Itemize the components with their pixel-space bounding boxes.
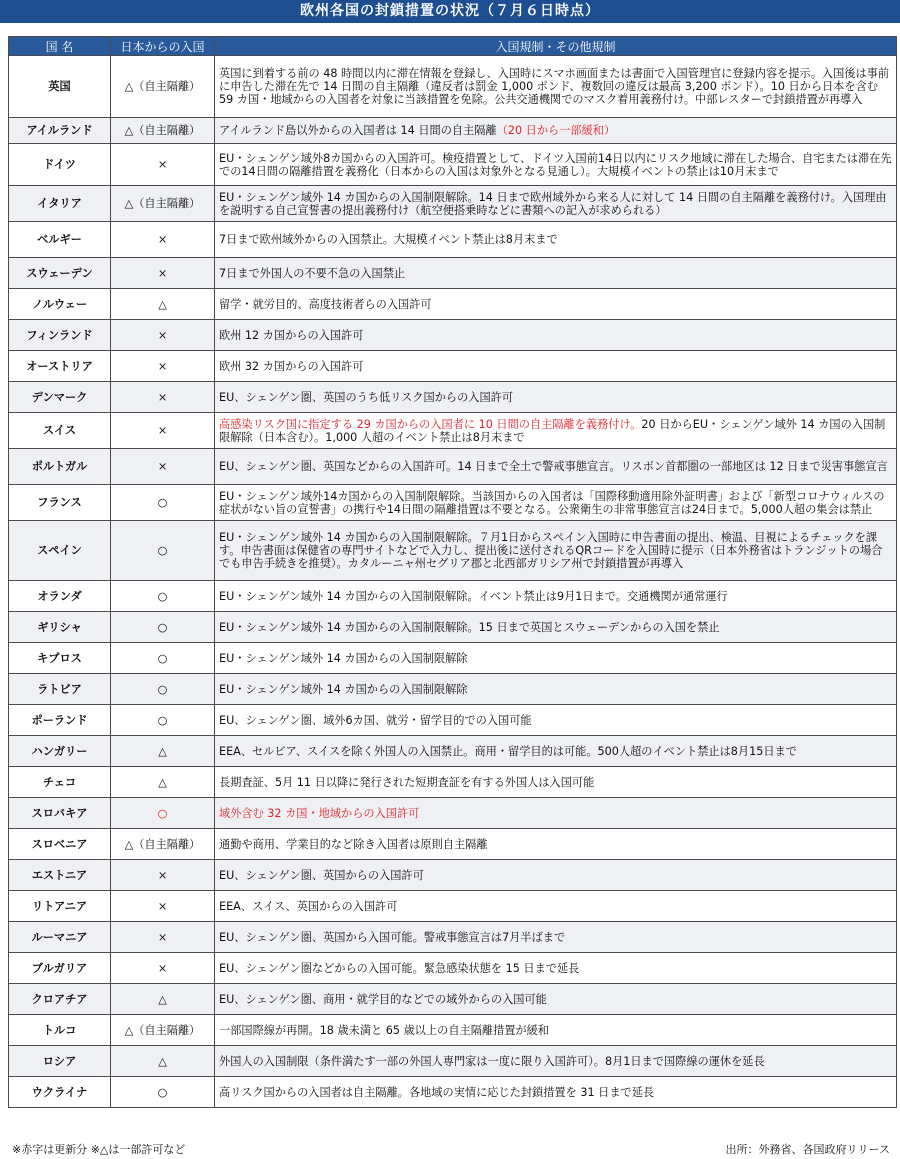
country-name: スペイン <box>9 521 111 581</box>
table-row <box>9 118 897 144</box>
table-row <box>9 643 897 674</box>
entry-status: ○ <box>111 674 215 705</box>
country-name: イタリア <box>9 186 111 222</box>
country-name: スロベニア <box>9 829 111 860</box>
text-segment: EU・シェンゲン域外8カ国からの入国許可。検疫措置として、ドイツ入国前14日以内にリスク地域に滞在した場合、自宅または滞在先での14日間の隔離措置を義務化（日本からの入国は対象外となる見通し）。大規模イベントの禁止は10月末まで <box>219 151 892 178</box>
text-segment: EU、シェンゲン圏、英国のうち低リスク国からの入国許可 <box>219 390 514 404</box>
country-name: ギリシャ <box>9 612 111 643</box>
table-header-row <box>9 37 897 56</box>
table-row <box>9 144 897 186</box>
restriction-details <box>215 798 897 829</box>
table-row <box>9 581 897 612</box>
header-country: 国 名 <box>9 37 111 56</box>
table-row <box>9 320 897 351</box>
entry-status: × <box>111 922 215 953</box>
text-segment: EU・シェンゲン域外 14 カ国からの入国制限解除 <box>219 682 468 696</box>
header-from-japan: 日本からの入国 <box>111 37 215 56</box>
restriction-details <box>215 674 897 705</box>
table-row <box>9 767 897 798</box>
page-title: 欧州各国の封鎖措置の状況（７月６日時点） <box>0 0 900 23</box>
text-segment: 通勤や商用、学業目的など除き入国者は原則自主隔離 <box>219 837 488 851</box>
restriction-details <box>215 521 897 581</box>
country-name: アイルランド <box>9 118 111 144</box>
restriction-details <box>215 984 897 1015</box>
table-row <box>9 674 897 705</box>
table-row <box>9 222 897 258</box>
table-row <box>9 521 897 581</box>
entry-status: ○ <box>111 798 215 829</box>
restriction-details <box>215 320 897 351</box>
country-name: ノルウェー <box>9 289 111 320</box>
text-segment: 外国人の入国制限（条件満たす一部の外国人専門家は一度に限り入国許可）。8月1日まで国際線の運休を延長 <box>219 1054 765 1068</box>
table-row <box>9 258 897 289</box>
text-segment: 7日まで外国人の不要不急の入国禁止 <box>219 266 406 280</box>
country-name: ポルトガル <box>9 449 111 485</box>
restriction-details <box>215 186 897 222</box>
country-name: フランス <box>9 485 111 521</box>
country-name: ウクライナ <box>9 1077 111 1108</box>
country-name: スロバキア <box>9 798 111 829</box>
country-name: ブルガリア <box>9 953 111 984</box>
entry-status: × <box>111 382 215 413</box>
text-segment: 20 日からEU・シェンゲン域外 14 カ国の入国制限解除（日本含む）。1,000 人超のイベント禁止は8月末まで <box>219 417 886 444</box>
country-name: ルーマニア <box>9 922 111 953</box>
restriction-details <box>215 860 897 891</box>
table-row <box>9 984 897 1015</box>
country-name: スイス <box>9 413 111 449</box>
entry-status: ○ <box>111 1077 215 1108</box>
country-name: ハンガリー <box>9 736 111 767</box>
table-row <box>9 289 897 320</box>
table-row <box>9 413 897 449</box>
text-segment: EU、シェンゲン圏、英国から入国可能。警戒事態宣言は7月半ばまで <box>219 930 566 944</box>
country-name: ラトビア <box>9 674 111 705</box>
updated-text-segment: 域外含む 32 カ国・地域からの入国許可 <box>219 806 420 820</box>
entry-status: × <box>111 320 215 351</box>
text-segment: EU・シェンゲン域外14カ国からの入国制限解除。当該国からの入国者は「国際移動適用除外証明書」および「新型コロナウィルスの症状がない旨の宣誓書」の携行や14日間の隔離措置は不要となる。公衆衛生の非常事態宣言は24日まで。5,000人超の集会は禁止 <box>219 489 885 516</box>
header-rules: 入国規制・その他規制 <box>215 37 897 56</box>
entry-status: △（自主隔離） <box>111 829 215 860</box>
entry-status: × <box>111 449 215 485</box>
entry-status: × <box>111 891 215 922</box>
restriction-details <box>215 581 897 612</box>
entry-status: × <box>111 144 215 186</box>
text-segment: EU・シェンゲン域外 14 カ国からの入国制限解除 <box>219 651 468 665</box>
restriction-details <box>215 222 897 258</box>
text-segment: 高リスク国からの入国者は自主隔離。各地域の実情に応じた封鎖措置を 31 日まで延長 <box>219 1085 655 1099</box>
text-segment: アイルランド島以外からの入国者は 14 日間の自主隔離 <box>219 124 497 137</box>
entry-status: ○ <box>111 521 215 581</box>
table-row <box>9 186 897 222</box>
restriction-details <box>215 705 897 736</box>
country-name: デンマーク <box>9 382 111 413</box>
text-segment: EU、シェンゲン圏、英国などからの入国許可。14 日まで全土で警戒事態宣言。リスボン首都圏の一部地区は 12 日まで災害事態宣言 <box>219 460 888 473</box>
table-row <box>9 829 897 860</box>
restriction-details <box>215 289 897 320</box>
restriction-details <box>215 612 897 643</box>
restriction-details <box>215 1077 897 1108</box>
table-row <box>9 1015 897 1046</box>
text-segment: 留学・就労目的、高度技術者らの入国許可 <box>219 297 432 311</box>
entry-status: ○ <box>111 643 215 674</box>
restriction-details <box>215 413 897 449</box>
restriction-details <box>215 767 897 798</box>
table-row <box>9 953 897 984</box>
country-name: キプロス <box>9 643 111 674</box>
restriction-details <box>215 351 897 382</box>
lockdown-table <box>8 36 897 1108</box>
country-name: ドイツ <box>9 144 111 186</box>
entry-status: △ <box>111 289 215 320</box>
table-row <box>9 449 897 485</box>
restriction-details <box>215 922 897 953</box>
text-segment: EU、シェンゲン圏などからの入国可能。緊急感染状態を 15 日まで延長 <box>219 961 580 975</box>
entry-status: △（自主隔離） <box>111 118 215 144</box>
entry-status: × <box>111 351 215 382</box>
footnote: ※赤字は更新分 ※△は一部許可など <box>12 1143 186 1156</box>
entry-status: ○ <box>111 581 215 612</box>
restriction-details <box>215 1015 897 1046</box>
restriction-details <box>215 258 897 289</box>
restriction-details <box>215 144 897 186</box>
table-row <box>9 736 897 767</box>
source-credit: 出所：外務省、各国政府リリース <box>725 1143 890 1156</box>
text-segment: 7日まで欧州域外からの入国禁止。大規模イベント禁止は8月末まで <box>219 233 558 246</box>
text-segment: 長期査証、5月 11 日以降に発行された短期査証を有する外国人は入国可能 <box>219 775 595 789</box>
entry-status: × <box>111 222 215 258</box>
restriction-details <box>215 829 897 860</box>
country-name: チェコ <box>9 767 111 798</box>
entry-status: × <box>111 413 215 449</box>
entry-status: ○ <box>111 612 215 643</box>
table-row <box>9 891 897 922</box>
restriction-details <box>215 953 897 984</box>
country-name: オランダ <box>9 581 111 612</box>
entry-status: △ <box>111 984 215 1015</box>
restriction-details <box>215 643 897 674</box>
entry-status: ○ <box>111 485 215 521</box>
country-name: ポーランド <box>9 705 111 736</box>
entry-status: △ <box>111 767 215 798</box>
entry-status: △（自主隔離） <box>111 186 215 222</box>
restriction-details <box>215 449 897 485</box>
entry-status: ○ <box>111 705 215 736</box>
text-segment: 欧州 32 カ国からの入国許可 <box>219 359 364 373</box>
text-segment: EU、シェンゲン圏、商用・就学目的などでの域外からの入国可能 <box>219 992 547 1006</box>
table-row <box>9 1077 897 1108</box>
country-name: トルコ <box>9 1015 111 1046</box>
text-segment: EU、シェンゲン圏、域外6カ国、就労・留学目的での入国可能 <box>219 713 532 727</box>
restriction-details <box>215 891 897 922</box>
updated-text-segment: （20 日から一部緩和） <box>496 124 616 137</box>
entry-status: × <box>111 860 215 891</box>
table-row <box>9 705 897 736</box>
text-segment: 一部国際線が再開。18 歳未満と 65 歳以上の自主隔離措置が緩和 <box>219 1023 550 1037</box>
table-row <box>9 612 897 643</box>
text-segment: EEA、スイス、英国からの入国許可 <box>219 899 398 913</box>
table-row <box>9 922 897 953</box>
table-row <box>9 1046 897 1077</box>
table-body <box>9 56 897 1108</box>
table-row <box>9 382 897 413</box>
entry-status: △（自主隔離） <box>111 1015 215 1046</box>
text-segment: 欧州 12 カ国からの入国許可 <box>219 328 364 342</box>
restriction-details <box>215 1046 897 1077</box>
restriction-details <box>215 382 897 413</box>
restriction-details <box>215 118 897 144</box>
table-row <box>9 485 897 521</box>
country-name: スウェーデン <box>9 258 111 289</box>
country-name: ロシア <box>9 1046 111 1077</box>
text-segment: EEA、セルビア、スイスを除く外国人の入国禁止。商用・留学目的は可能。500人超のイベント禁止は8月15日まで <box>219 744 797 758</box>
country-name: オーストリア <box>9 351 111 382</box>
entry-status: △ <box>111 1046 215 1077</box>
entry-status: × <box>111 953 215 984</box>
text-segment: EU、シェンゲン圏、英国からの入国許可 <box>219 868 424 882</box>
text-segment: EU・シェンゲン域外 14 カ国からの入国制限解除。７月1日からスペイン入国時に申告書面の提出、検温、目視によるチェックを課す。申告書面は保健省の専門サイトなどで入力し、提出後に送付されるQRコードを入国時に提示（日本外務省はトランジットの場合でも申告手続きを推奨）。カタルーニャ州セグリア郡と北西部ガリシア州で封鎖措置が再導入 <box>219 531 883 570</box>
restriction-details <box>215 56 897 118</box>
text-segment: 英国に到着する前の 48 時間以内に滞在情報を登録し、入国時にスマホ画面または書面で入国管理官に登録内容を提示。入国後は事前に申告した滞在先で 14 日間の自主隔離（違反者は罰金 1,000 ポンド、複数回の違反は最高 3,200 ポンド）。10 日から日本を含む 59 カ国・地域からの入国者を対象に当該措置を免除。公共交通機関でのマスク着用義務付け。中部レスターで封鎖措置が再導入 <box>219 67 890 106</box>
text-segment: EU・シェンゲン域外 14 カ国からの入国制限解除。15 日まで英国とスウェーデンからの入国を禁止 <box>219 620 720 634</box>
country-name: フィンランド <box>9 320 111 351</box>
table-row <box>9 860 897 891</box>
country-name: 英国 <box>9 56 111 118</box>
table-row <box>9 798 897 829</box>
entry-status: △（自主隔離） <box>111 56 215 118</box>
restriction-details <box>215 736 897 767</box>
country-name: リトアニア <box>9 891 111 922</box>
entry-status: × <box>111 258 215 289</box>
text-segment: EU・シェンゲン域外 14 カ国からの入国制限解除。イベント禁止は9月1日まで。交通機関が通常運行 <box>219 589 728 603</box>
table-row <box>9 351 897 382</box>
country-name: クロアチア <box>9 984 111 1015</box>
text-segment: EU・シェンゲン域外 14 カ国からの入国制限解除。14 日まで欧州域外から来る人に対して 14 日間の自主隔離を義務付け。入国理由を説明する自己宣誓書の提出義務付け（航空便搭乗時などに書類への記入が求められる） <box>219 190 887 217</box>
restriction-details <box>215 485 897 521</box>
country-name: エストニア <box>9 860 111 891</box>
updated-text-segment: 高感染リスク国に指定する 29 カ国からの入国者に 10 日間の自主隔離を義務付け。 <box>219 417 642 431</box>
entry-status: △ <box>111 736 215 767</box>
country-name: ベルギー <box>9 222 111 258</box>
table-row <box>9 56 897 118</box>
